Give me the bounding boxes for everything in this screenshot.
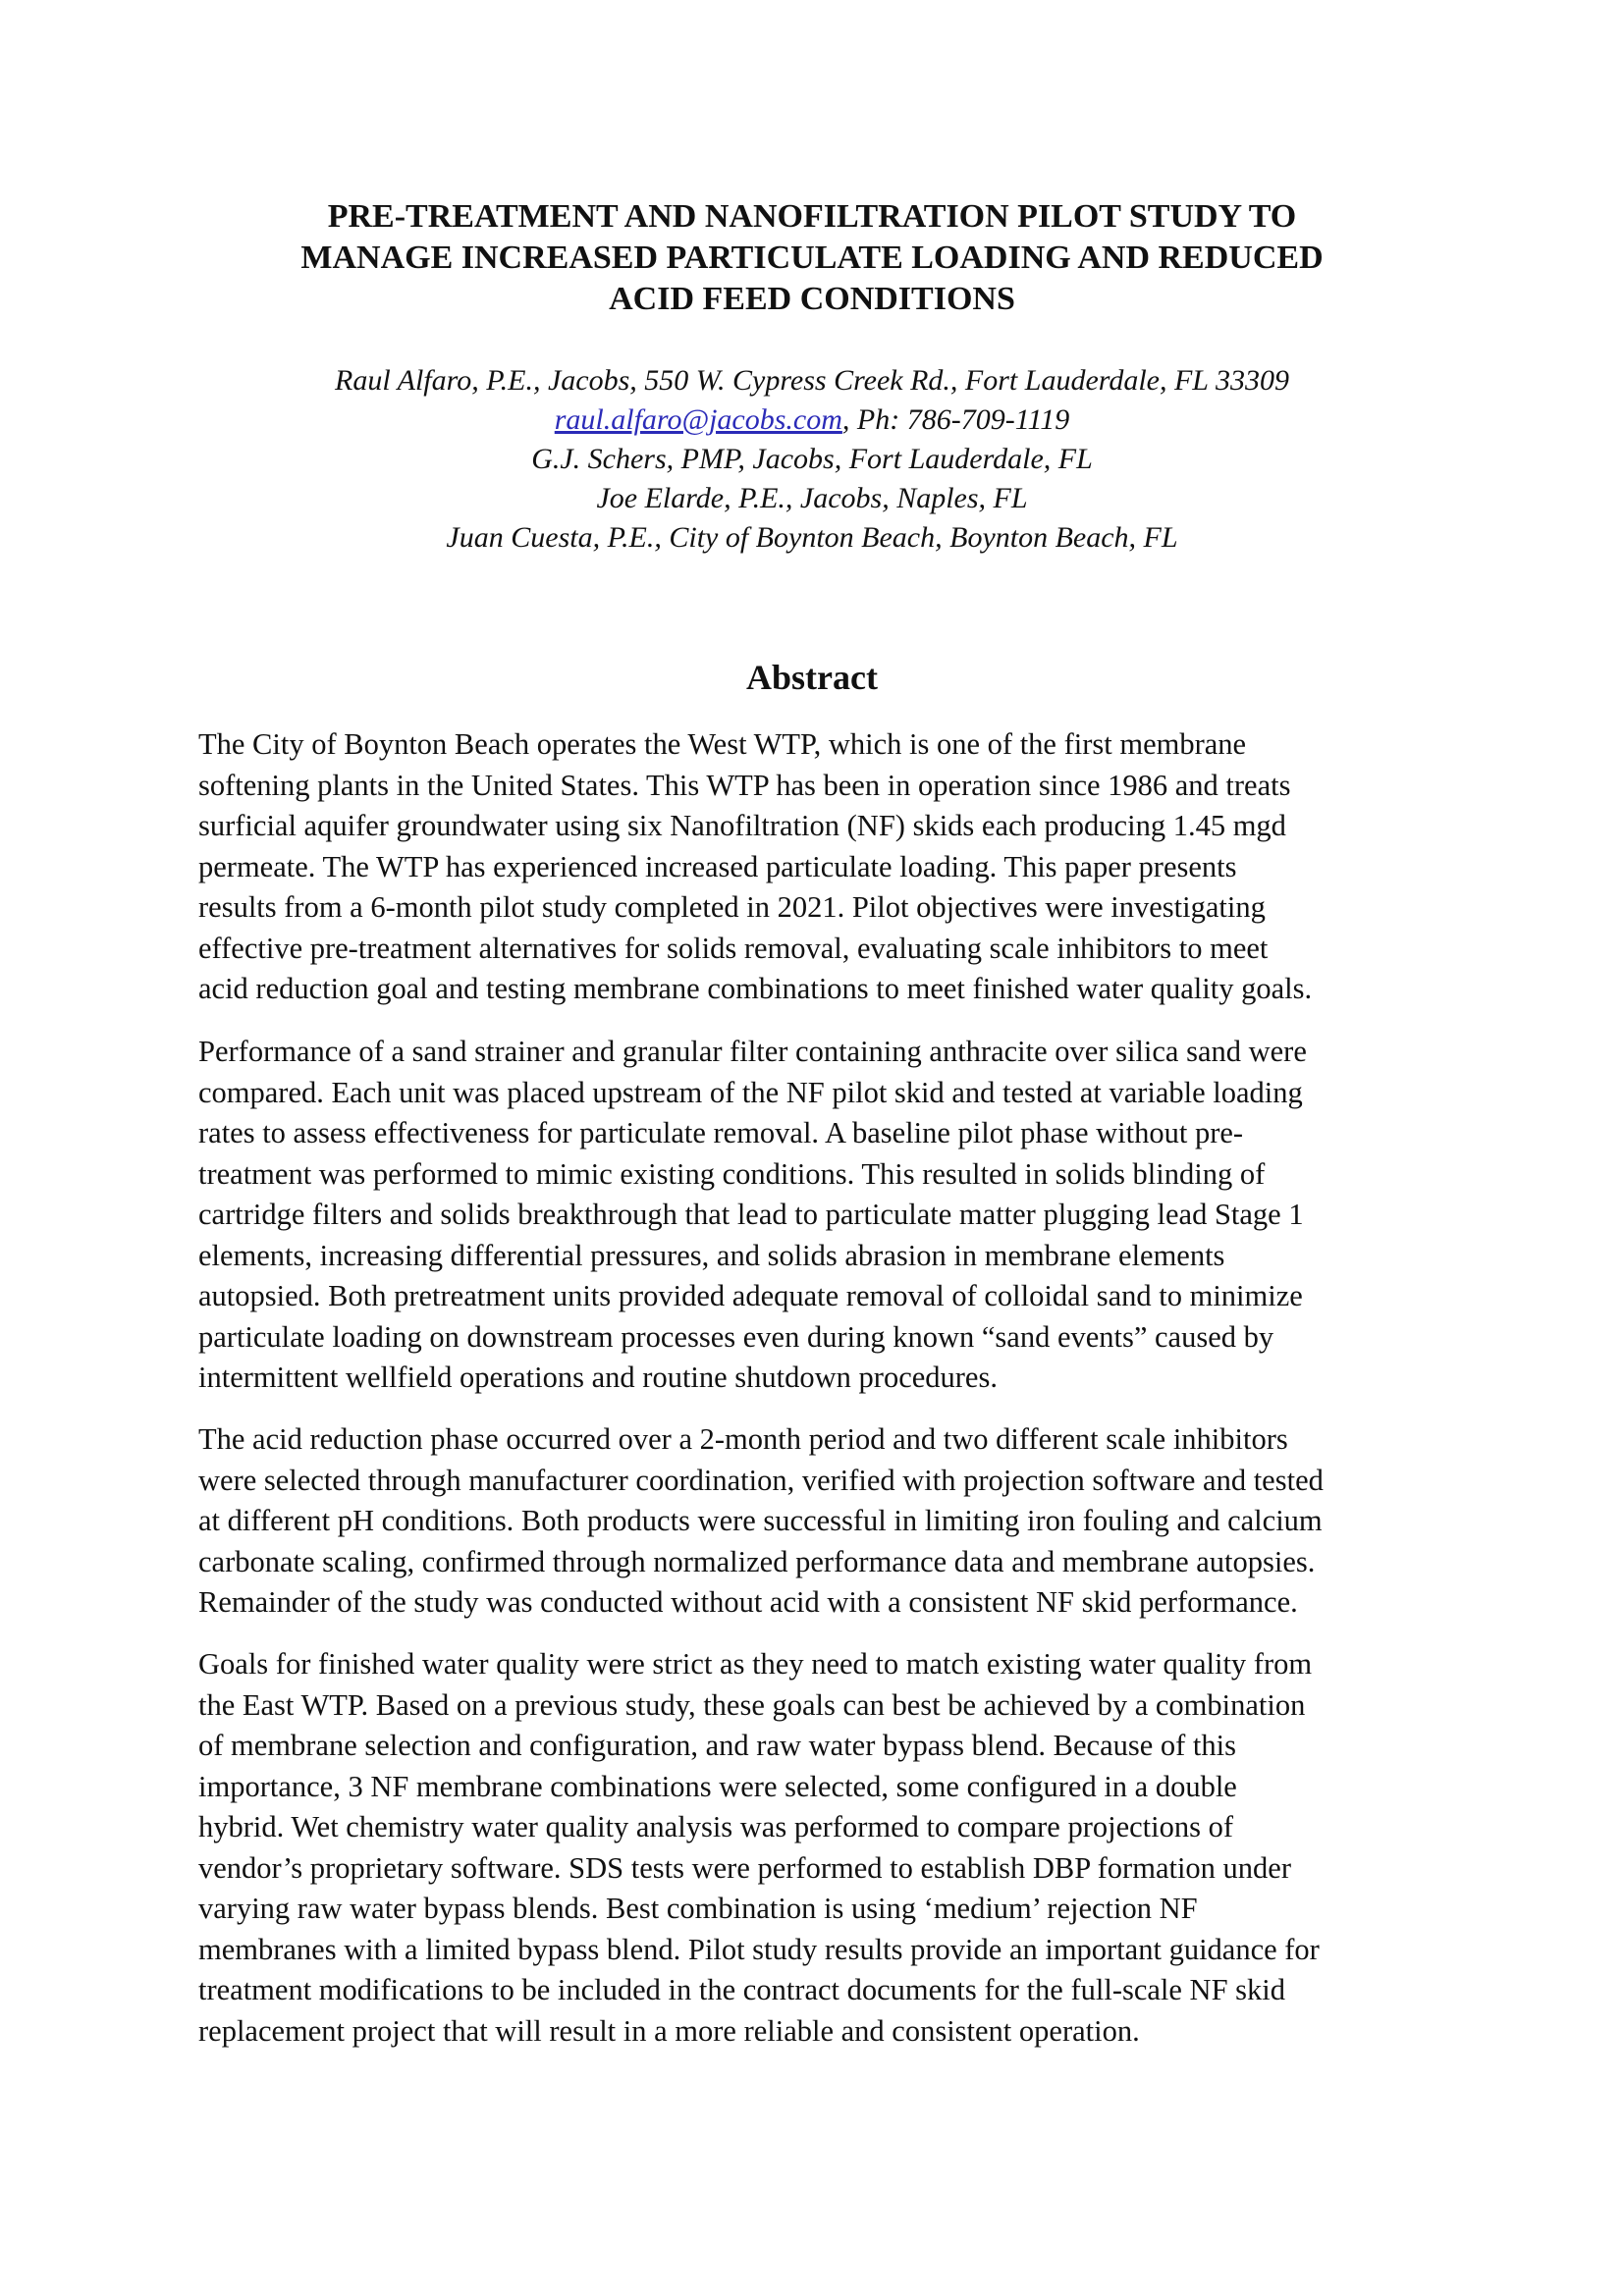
text-line: replacement project that will result in a more reliable and consistent operation.	[198, 2013, 1140, 2048]
text-line: treatment was performed to mimic existing conditions. This resulted in solids blinding of	[198, 1156, 1266, 1191]
author-email-link[interactable]: raul.alfaro@jacobs.com	[554, 403, 842, 436]
text-line: acid reduction goal and testing membrane combinations to meet finished water quality goals.	[198, 972, 1313, 1005]
text-line: membranes with a limited bypass blend. Pilot study results provide an important guidance for	[198, 1932, 1320, 1966]
author-block	[0, 361, 1624, 558]
text-line: at different pH conditions. Both products were successful in limiting iron fouling and calcium	[198, 1504, 1323, 1537]
text-line: The acid reduction phase occurred over a 2-month period and two different scale inhibitors	[198, 1422, 1288, 1456]
text-line: permeate. The WTP has experienced increased particulate loading. This paper presents	[198, 849, 1237, 883]
abstract-paragraph	[198, 1419, 1475, 1624]
text-line: Remainder of the study was conducted without acid with a consistent NF skid performance.	[198, 1585, 1298, 1619]
text-line: particulate loading on downstream processes even during known “sand events” caused by	[198, 1319, 1274, 1354]
text-line: results from a 6-month pilot study completed in 2021. Pilot objectives were investigating	[198, 890, 1266, 924]
title-line: MANAGE INCREASED PARTICULATE LOADING AND REDUCED	[300, 240, 1324, 276]
text-line: elements, increasing differential pressures, and solids abrasion in membrane elements	[198, 1238, 1225, 1272]
text-line: rates to assess effectiveness for particulate removal. A baseline pilot phase without pre-	[198, 1116, 1244, 1149]
abstract-paragraph	[198, 1644, 1475, 2052]
text-line: autopsied. Both pretreatment units provided adequate removal of colloidal sand to minimize	[198, 1279, 1303, 1312]
text-line: softening plants in the United States. This WTP has been in operation since 1986 and treats	[198, 768, 1291, 802]
abstract-heading: Abstract	[746, 658, 878, 697]
abstract-paragraph	[198, 724, 1475, 1010]
author-line: G.J. Schers, PMP, Jacobs, Fort Lauderdale, FL	[531, 443, 1093, 475]
title-line: PRE-TREATMENT AND NANOFILTRATION PILOT STUDY TO	[327, 198, 1297, 235]
text-line: the East WTP. Based on a previous study, these goals can best be achieved by a combination	[198, 1687, 1306, 1722]
text-line: cartridge filters and solids breakthrough that lead to particulate matter plugging lead Stage 1	[198, 1198, 1304, 1231]
text-line: carbonate scaling, confirmed through normalized performance data and membrane autopsies.	[198, 1544, 1316, 1578]
author-line-primary: Raul Alfaro, P.E., Jacobs, 550 W. Cypress Creek Rd., Fort Lauderdale, FL 33309	[335, 364, 1289, 397]
text-line: hybrid. Wet chemistry water quality analysis was performed to compare projections of	[198, 1810, 1234, 1843]
text-line: importance, 3 NF membrane combinations were selected, some configured in a double	[198, 1769, 1237, 1803]
text-line: of membrane selection and configuration, and raw water bypass blend. Because of this	[198, 1729, 1236, 1762]
author-contact-line	[0, 400, 1624, 440]
text-line: varying raw water bypass blends. Best combination is using ‘medium’ rejection NF	[198, 1892, 1198, 1925]
author-phone: , Ph: 786-709-1119	[841, 403, 1070, 436]
text-line: Performance of a sand strainer and granular filter containing anthracite over silica sand were	[198, 1035, 1307, 1068]
text-line: intermittent wellfield operations and routine shutdown procedures.	[198, 1361, 998, 1394]
text-line: effective pre-treatment alternatives for solids removal, evaluating scale inhibitors to meet	[198, 931, 1269, 965]
abstract-paragraph	[198, 1032, 1475, 1399]
title-line: ACID FEED CONDITIONS	[609, 281, 1015, 317]
text-line: Goals for finished water quality were strict as they need to match existing water quality from	[198, 1647, 1313, 1681]
text-line: surficial aquifer groundwater using six Nanofiltration (NF) skids each producing 1.45 mgd	[198, 809, 1286, 842]
text-line: compared. Each unit was placed upstream of the NF pilot skid and tested at variable loading	[198, 1075, 1303, 1109]
author-line: Joe Elarde, P.E., Jacobs, Naples, FL	[596, 482, 1028, 514]
text-line: treatment modifications to be included in the contract documents for the full-scale NF skid	[198, 1973, 1286, 2006]
author-line: Juan Cuesta, P.E., City of Boynton Beach, Boynton Beach, FL	[446, 521, 1178, 554]
text-line: vendor’s proprietary software. SDS tests were performed to establish DBP formation under	[198, 1850, 1291, 1885]
text-line: The City of Boynton Beach operates the West WTP, which is one of the first membrane	[198, 727, 1247, 761]
paper-title	[0, 196, 1624, 320]
text-line: were selected through manufacturer coordination, verified with projection software and tested	[198, 1463, 1324, 1497]
